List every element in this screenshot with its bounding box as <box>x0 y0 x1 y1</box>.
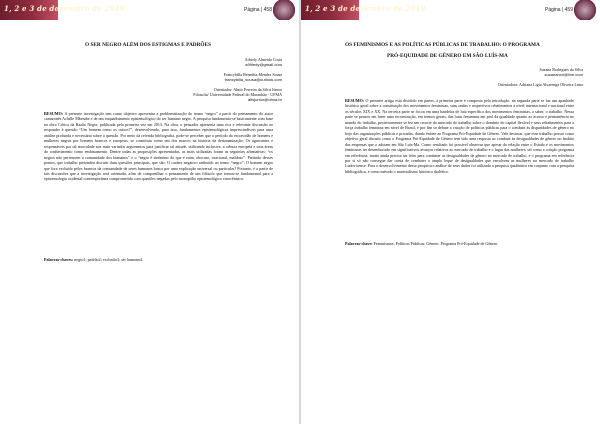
page-number-left: Página | 458 <box>244 7 272 13</box>
orientador-left: Orientador: Almir Ferreira da Silva Júnior <box>213 87 282 92</box>
author-right: Suzana Rodrigues da Silva <box>539 67 583 72</box>
right-keywords <box>345 241 498 246</box>
event-logo-text: 1, 2 e 3 de dezembro de 2019 <box>4 4 125 13</box>
left-page <box>0 0 299 424</box>
left-keywords <box>44 257 143 262</box>
right-title-line-2: PRÓ-EQUIDADE DE GÊNERO EM SÃO LUÍS-MA <box>387 53 508 59</box>
orientadora-right: Orientadora: Adriana Ligia Alvarenga Oliveira Lima <box>497 82 583 87</box>
left-title: O SER NEGRO ALÉM DOS ESTIGMAS E PADRÕES <box>85 42 212 48</box>
right-abstract <box>345 98 574 174</box>
event-logo <box>0 0 125 20</box>
author-2-email: francybilla_sousa@outlook.com <box>224 77 282 82</box>
left-banner <box>0 0 299 20</box>
right-keywords-text: Feminismos; Políticas Públicas; Gênero; Programa Pró-Equidade de Gênero. <box>373 241 499 246</box>
decorative-rosette-right <box>573 0 597 20</box>
author-right-email: suzanaroxi@live.com <box>544 72 583 77</box>
left-keywords-label: Palavras-chaves: <box>44 257 74 262</box>
author-1-name: Adriely Almeida Costa <box>244 57 282 62</box>
affiliation-email-left: alfsjunior@ufma.br <box>247 97 282 102</box>
left-abstract-label: RESUMO: <box>44 111 64 116</box>
event-logo-text-right: 1, 2 e 3 de dezembro de 2019 <box>305 4 426 13</box>
left-abstract <box>44 111 273 182</box>
right-title-line-1: OS FEMINISMOS E AS POLÍTICAS PÚBLICAS DE TRABALHO: O PROGRAMA <box>345 42 540 48</box>
right-banner <box>301 0 600 20</box>
right-abstract-label: RESUMO: <box>345 98 365 103</box>
affiliation-left: Filosofia/ Universidade Federal do Maranhão - UFMA <box>193 92 282 97</box>
right-page <box>301 0 600 424</box>
event-logo-right <box>301 0 426 20</box>
right-abstract-text: O presente artigo está dividido em partes, a primeira parte é composta pela introdução, na segunda parte se faz um apanhado histórico geral sobre a constituição dos movimentos feministas, suas ondas e respectivos rebatimentos a nível internacional e nacional entre os séculos XIX e XX. Na terceira parte se focou em uma bandeira de luta específica dos movimentos feministas, a saber, o trabalho. Nessa parte se pensou em fazer uma reconstrução, em termos gerais, das lutas femininas em prol da igualdade quanto ao acesso e permanência no mundo do trabalho, posteriormente se fez um recorte do mercado do trabalho sobre o domínio do capital flexível e seus rebatimentos para a força trabalho feminina em nível de Brasil, e por fim se debate a criação de políticas públicas para o combate às disparidades de gênero no bojo das organizações públicas e privadas, dando ênfase ao Programa Pró-Equidade de Gênero. Vale destacar, que esse trabalho possui como objetivo geral discutir como o Programa Pró-Equidade de Gênero tem sido uma resposta ao combate às desigualdades de gênero no âmbito das empresas que o adotam em São Luís-Ma. Como resultado foi possível observar que apesar da relação entre o Estado e os movimentos feministas ter desembocado em significativos avanços relativos ao mercado de trabalho e o lugar das mulheres, tal como a criação programa em referência, muito ainda precisa ser feito para combater as desigualdades de gênero no mercado de trabalho, e o programa em referência por si só não consegue dar conta de combater o amplo leque de desigualdades que envolvem as mulheres no mercado de trabalho Ludovicense. Para o desenvolvimento dessa pesquisa e análise de seus dados foi utilizada a pesquisa qualitativa em conjunto com a pesquisa bibliográfica, e como método o materialismo histórico dialético. <box>345 98 574 174</box>
right-keywords-label: Palavras-chave: <box>345 241 373 246</box>
left-keywords-text: negro1; padrão2; exclusão3; ser humano4. <box>74 257 143 262</box>
author-1-email: a99ledy@gmail.com <box>245 62 282 67</box>
left-abstract-text: A presente investigação tem como objetivo apresentar a problematização do termo “negro” a partir do pensamento do autor camaronês Achille Mbembe e de um enquadramento epistemológico do ser humano negro. A pesquisa fundamenta-se basicamente com base na obra Crítica da Razão Negra, publicada pela primeira vez em 2013. Na obra, o pensador apresenta uma rica e relevante discussão ao responder à questão “Um homem como os outros?”, desenvolvendo, para isso, fundamentos epistemológicos imprescindíveis para uma análise profunda e necessária sobre a questão. Por meio da referida bibliografia, pode-se perceber que o período do escravidão de homens e mulheres negras por homens brancos e europeus, se constituiu como um dos marcos na história da desumanização. Os agravantes e responsáveis por tal atrocidade nos mais variados argumentos para justificar tal atitude, utilizando inclusive, a ciência europeia e suas áreas do conhecimento como embasamento. Dentre todas as proposições apresentadas, as mais utilizadas foram as seguintes afirmativas: “os negros não pertencem a comunidade dos humanos” e o “negro é sinônimo do que é ruim, obscuro, irracional, maldoso”. Partindo desses pontos, que trabalho pretendeu discutir duas questões principais, que são: O caráter negativo atribuído ao termo “negro”; O homem negro que fora excluído pelos brancos da comunidade de seres humanos busca por uma explicação universal ou particular? Portanto, é a partir de tais discussões que a investigação será orientada, afim de compartilhar o pensamento de um filósofo que tornou-se fundamental para a epistemologia ocidental contemporânea comprometida com questões negadas pelo monopólio epistemológico eurocêntrico. <box>44 111 273 182</box>
decorative-rosette <box>272 0 296 20</box>
page-number-right: Página | 459 <box>545 7 573 13</box>
author-2-name: Francybilla Benedita Mendes Sousa <box>223 72 282 77</box>
